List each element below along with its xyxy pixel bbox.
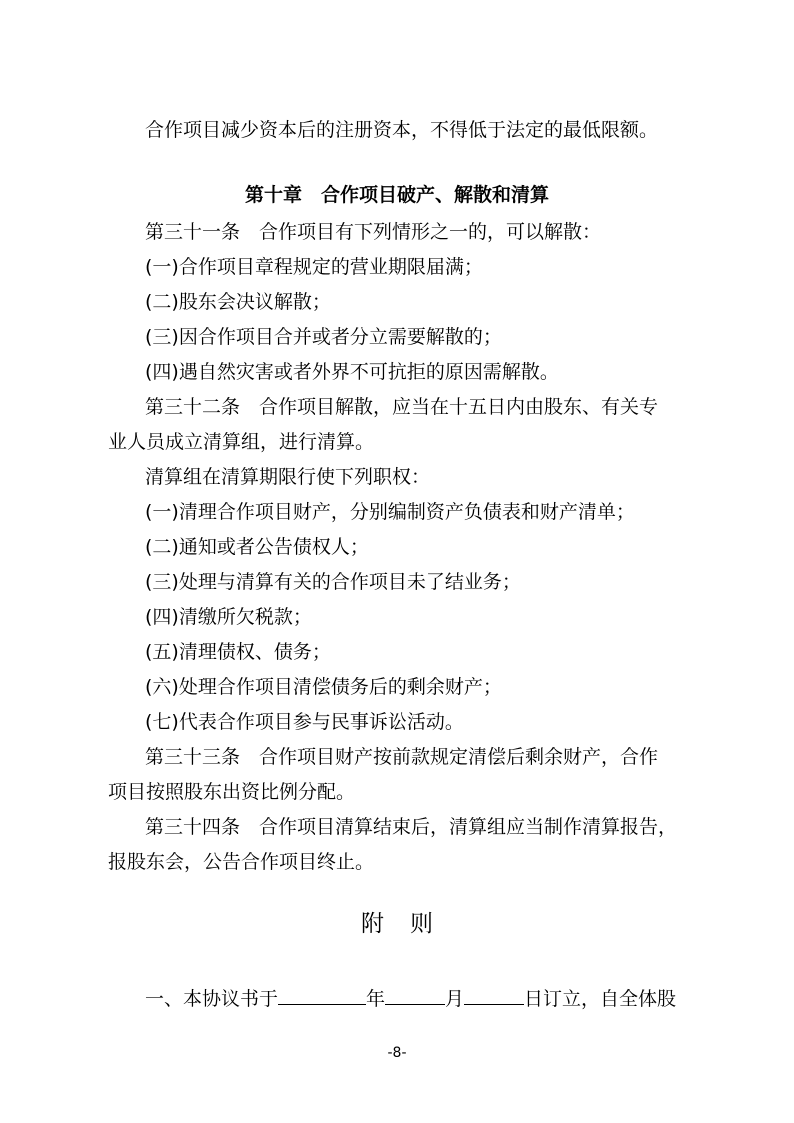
article-32-item: (二)通知或者公告债权人； [145, 536, 369, 558]
article-31-item: (四)遇自然灾害或者外界不可抗拒的原因需解散。 [145, 361, 559, 383]
article-34-line-1: 第三十四条 合作项目清算结束后，清算组应当制作清算报告， [145, 816, 678, 838]
day-blank [464, 985, 524, 1005]
supplementary-title: 附则 [361, 911, 459, 937]
article-32-line-2: 业人员成立清算组，进行清算。 [108, 431, 375, 453]
article-32-item: (五)清理债权、债务； [145, 641, 331, 663]
paragraph-registered-capital: 合作项目减少资本后的注册资本，不得低于法定的最低限额。 [145, 119, 659, 141]
clause-1-prefix: 一、本协议书于 [145, 988, 279, 1010]
article-32-item: (四)清缴所欠税款； [145, 606, 312, 628]
article-33-line-2: 项目按照股东出资比例分配。 [108, 781, 356, 803]
article-32-item: (三)处理与清算有关的合作项目未了结业务； [145, 571, 521, 593]
article-34-line-2: 报股东会，公告合作项目终止。 [108, 851, 375, 873]
article-32-line-1: 第三十二条 合作项目解散，应当在十五日内由股东、有关专 [145, 396, 659, 418]
article-31-item: (一)合作项目章程规定的营业期限届满； [145, 256, 483, 278]
article-32-item: (一)清理合作项目财产，分别编制资产负债表和财产清单； [145, 501, 635, 523]
article-33-line-1: 第三十三条 合作项目财产按前款规定清偿后剩余财产，合作 [145, 746, 659, 768]
supplementary-clause-1 [145, 985, 676, 1011]
article-31-item: (二)股东会决议解散； [145, 291, 331, 313]
year-blank [278, 985, 366, 1005]
clause-1-suffix: 日订立，自全体股 [524, 988, 677, 1010]
month-label: 月 [445, 988, 465, 1010]
year-label: 年 [366, 988, 386, 1010]
chapter-heading: 第十章 合作项目破产、解散和清算 [244, 184, 549, 206]
article-32-powers-intro: 清算组在清算期限行使下列职权： [145, 466, 431, 488]
month-blank [385, 985, 445, 1005]
article-31-intro: 第三十一条 合作项目有下列情形之一的，可以解散： [145, 221, 602, 243]
article-31-item: (三)因合作项目合并或者分立需要解散的； [145, 326, 502, 348]
page-number: -8- [387, 1045, 407, 1061]
article-32-item: (七)代表合作项目参与民事诉讼活动。 [145, 711, 464, 733]
article-32-item: (六)处理合作项目清偿债务后的剩余财产； [145, 676, 502, 698]
